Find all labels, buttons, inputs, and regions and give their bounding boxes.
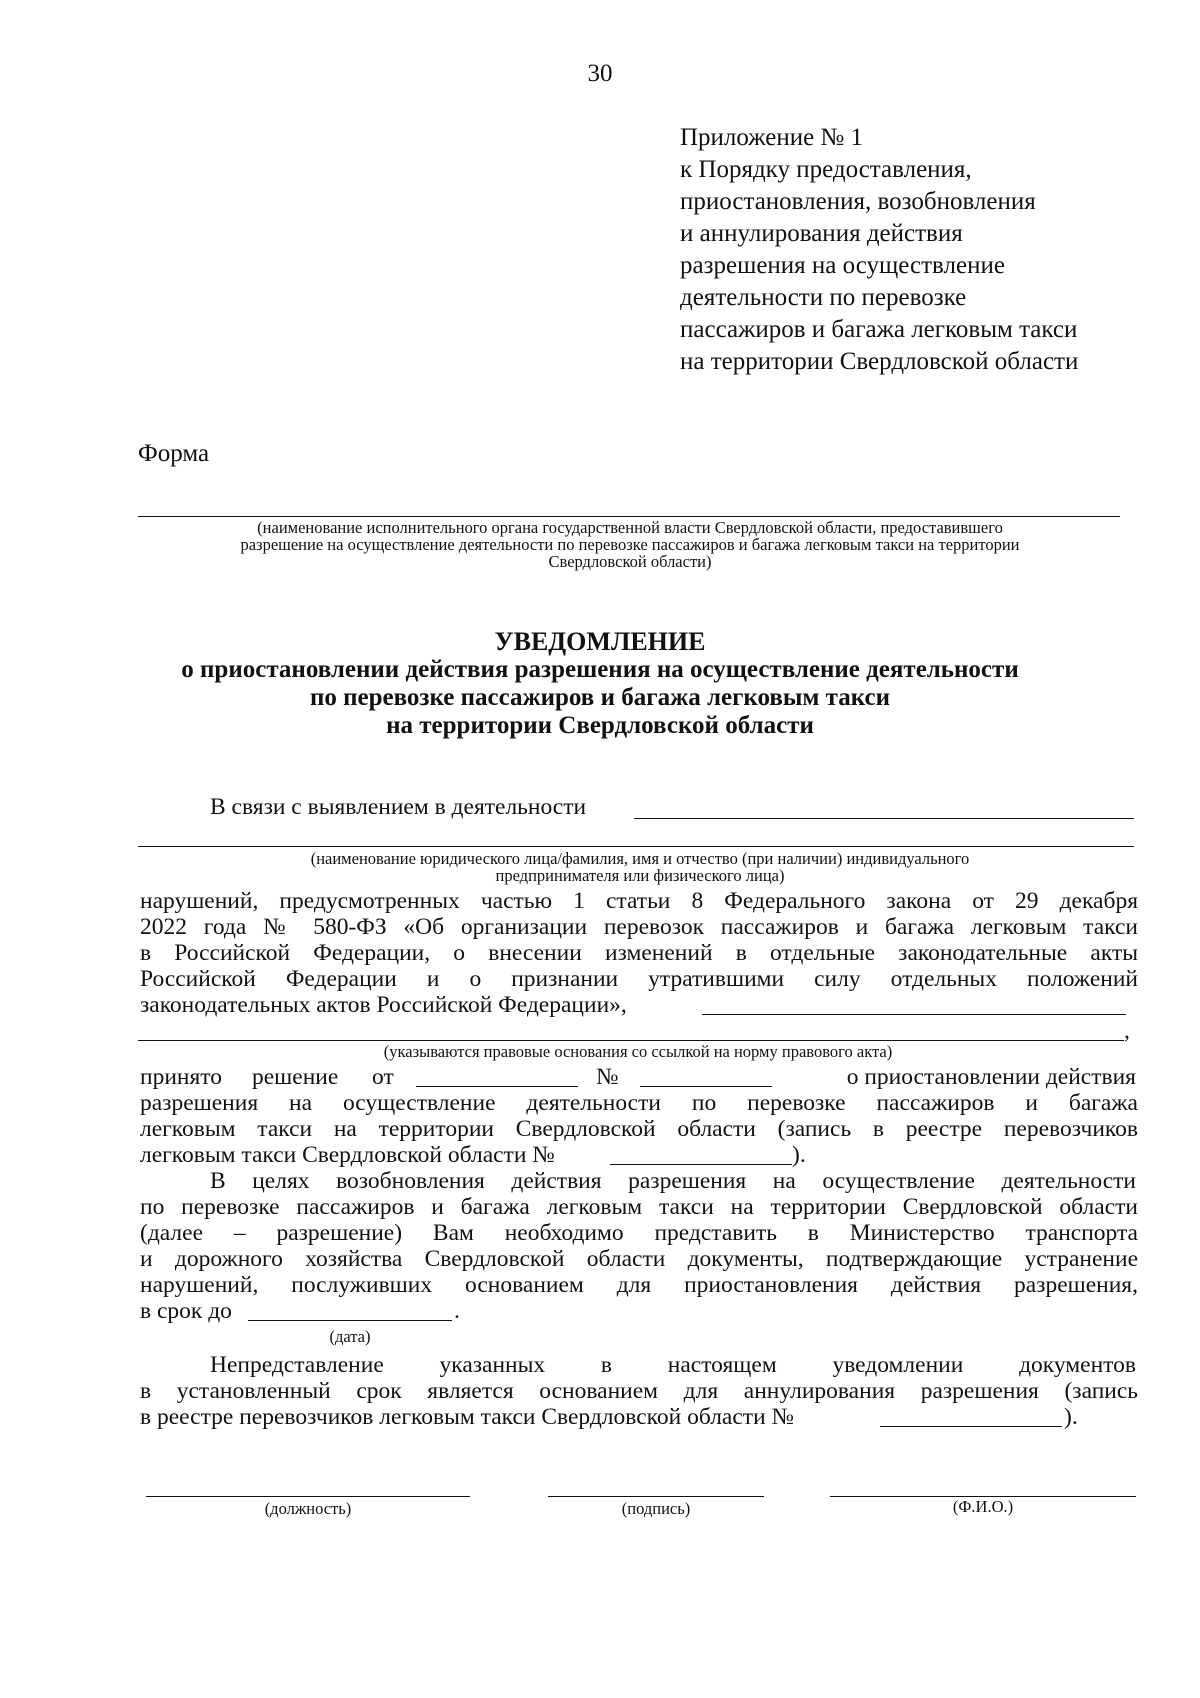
legal-grounds-field[interactable]	[702, 1014, 1126, 1015]
form-label: Форма	[138, 440, 210, 467]
appendix-header	[680, 122, 1180, 378]
position-caption: (должность)	[264, 1499, 352, 1518]
decision-no-label: №	[596, 1064, 619, 1090]
appendix-line: Приложение № 1	[680, 124, 864, 151]
decision-number-field[interactable]	[640, 1086, 772, 1087]
decision-from: от	[372, 1064, 394, 1090]
appendix-line: разрешения на осуществление	[680, 252, 1005, 279]
appendix-line: на территории Свердловской области	[680, 348, 1079, 375]
decision-word: принято	[140, 1064, 222, 1090]
nonsubmission-last-line: в реестре перевозчиков легковым такси Свердловской области №	[140, 1404, 794, 1430]
resume-line: и дорожного хозяйства Свердловской области документы, подтверждающие устранение	[140, 1246, 1138, 1272]
appendix-line: приостановления, возобновления	[680, 188, 1036, 215]
entity-name-field-2[interactable]	[138, 846, 1134, 847]
violations-line: Российской Федерации и о признании утратившими силу отдельных положений	[140, 966, 1138, 992]
deadline-date-field[interactable]	[248, 1320, 452, 1321]
authority-name-line[interactable]	[138, 516, 1120, 517]
appendix-line: к Порядку предоставления,	[680, 156, 972, 183]
register-number-field[interactable]	[610, 1164, 792, 1165]
appendix-line: и аннулирования действия	[680, 220, 963, 247]
title-sub-line: на территории Свердловской области	[386, 712, 814, 739]
comma-mark: ,	[1124, 1018, 1130, 1044]
violations-line: 2022 года № 580-ФЗ «Об организации перевозок пассажиров и багажа легковым такси	[140, 914, 1138, 940]
deadline-end: .	[454, 1298, 460, 1324]
decision-line: легковым такси на территории Свердловской области (запись в реестре перевозчиков	[140, 1116, 1138, 1142]
resume-line: по перевозке пассажиров и багажа легковым такси на территории Свердловской области	[140, 1194, 1138, 1220]
violations-last-line: законодательных актов Российской Федерации»,	[140, 992, 627, 1018]
caption-line: (наименование юридического лица/фамилия, имя и отчество (при наличии) индивидуального	[310, 849, 970, 868]
resume-first-line: В целях возобновления действия разрешения на осуществление деятельности	[210, 1168, 1136, 1194]
caption-line: разрешение на осуществление деятельности по перевозке пассажиров и багажа легковым такси на территории	[240, 535, 1020, 554]
nonsubmission-first-line: Непредставление указанных в настоящем уведомлении документов	[210, 1352, 1136, 1378]
title-sub-line: по перевозке пассажиров и багажа легковым такси	[309, 684, 891, 711]
nonsubmission-line: в установленный срок является основанием для аннулирования разрешения (запись	[140, 1378, 1138, 1404]
appendix-line: пассажиров и багажа легковым такси	[680, 316, 1078, 343]
authority-caption	[130, 519, 1130, 570]
resume-line: нарушений, послуживших основанием для приостановления действия разрешения,	[140, 1272, 1138, 1298]
title-main: УВЕДОМЛЕНИЕ	[494, 627, 706, 656]
entity-caption	[150, 850, 1130, 884]
caption-line: (наименование исполнительного органа государственной власти Свердловской области, предоставившего	[257, 518, 1003, 537]
nonsubmission-last-end: ).	[1064, 1404, 1078, 1430]
appendix-line: деятельности по перевозке	[680, 284, 967, 311]
deadline-label: в срок до	[140, 1298, 232, 1324]
caption-line: Свердловской области)	[548, 552, 712, 571]
violations-line: в Российской Федерации, о внесении изменений в отдельные законодательные акты	[140, 940, 1138, 966]
date-caption: (дата)	[329, 1327, 371, 1346]
legal-grounds-caption: (указываются правовые основания со ссылкой на норму правового акта)	[383, 1042, 893, 1061]
register-number-field-2[interactable]	[880, 1426, 1062, 1427]
entity-name-field[interactable]	[634, 818, 1134, 819]
document-title	[0, 628, 1200, 740]
title-sub-line: о приостановлении действия разрешения на осуществление деятельности	[181, 656, 1019, 683]
intro-text: В связи с выявлением в деятельности	[210, 794, 587, 820]
decision-word: решение	[252, 1064, 339, 1090]
signature-line[interactable]	[548, 1496, 764, 1497]
resume-line: (далее – разрешение) Вам необходимо представить в Министерство транспорта	[140, 1220, 1138, 1246]
violations-line: нарушений, предусмотренных частью 1 статьи 8 Федерального закона от 29 декабря	[140, 888, 1138, 914]
signature-caption: (подпись)	[621, 1499, 691, 1518]
caption-line: предпринимателя или физического лица)	[495, 866, 785, 885]
position-signature-line[interactable]	[146, 1496, 470, 1497]
decision-last-line: легковым такси Свердловской области №	[140, 1142, 555, 1168]
decision-rest: о приостановлении действия	[846, 1064, 1136, 1090]
fio-caption: (Ф.И.О.)	[952, 1497, 1014, 1516]
decision-last-end: ).	[792, 1142, 806, 1168]
decision-date-field[interactable]	[416, 1086, 578, 1087]
page-number: 30	[587, 60, 613, 87]
decision-line: разрешения на осуществление деятельности по перевозке пассажиров и багажа	[140, 1090, 1138, 1116]
legal-grounds-field-2[interactable]	[138, 1040, 1124, 1041]
